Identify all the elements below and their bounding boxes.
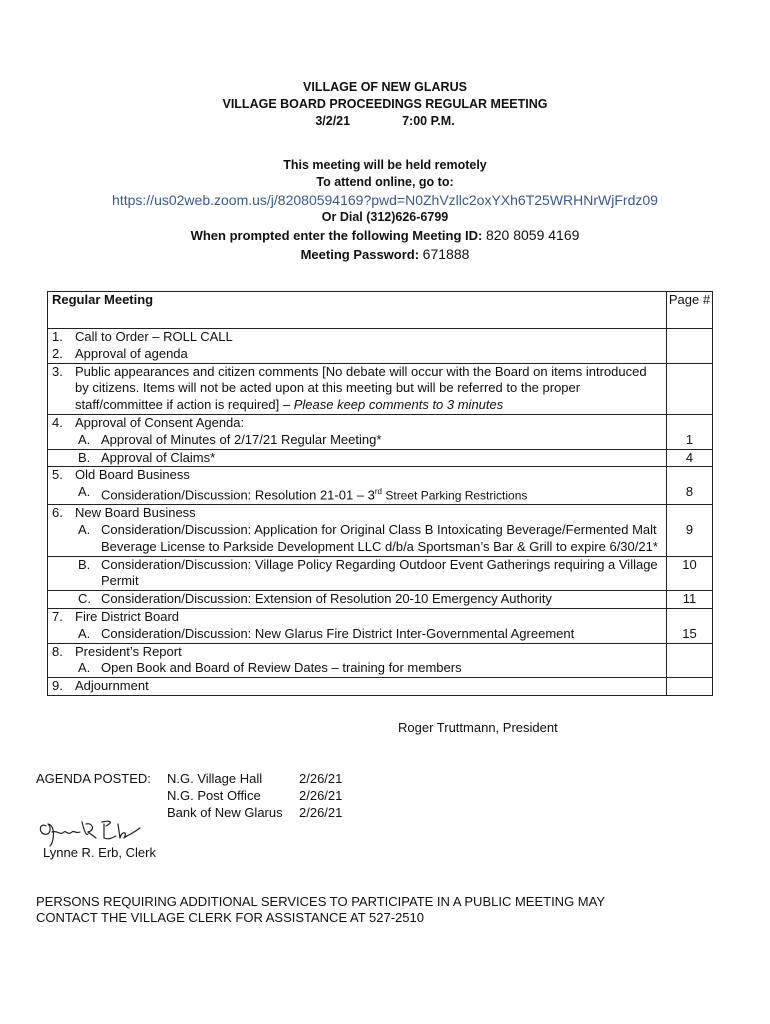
agenda-item-2: 2. Approval of agenda xyxy=(52,345,188,361)
agenda-table xyxy=(47,291,713,696)
agenda-item-7: 7. Fire District Board xyxy=(52,609,180,625)
table-row xyxy=(48,329,713,364)
posted-date: 2/26/21 xyxy=(299,805,343,820)
table-row xyxy=(48,505,713,556)
posted-location: N.G. Village Hall xyxy=(167,771,263,786)
table-row xyxy=(48,591,713,609)
agenda-posted-label: AGENDA POSTED: xyxy=(36,771,151,786)
posted-date: 2/26/21 xyxy=(299,788,343,803)
table-row xyxy=(48,363,713,414)
page-column-header: Page # xyxy=(667,292,713,329)
president-signature-line: Roger Truttmann, President xyxy=(398,720,558,735)
accessibility-notice xyxy=(36,894,736,926)
posted-date: 2/26/21 xyxy=(299,771,343,786)
notice-line-2: CONTACT THE VILLAGE CLERK FOR ASSISTANCE AT 527-2510 xyxy=(36,910,424,925)
clerk-name: Lynne R. Erb, Clerk xyxy=(43,845,156,860)
meeting-time: 7:00 P.M. xyxy=(402,114,455,128)
posted-location: Bank of New Glarus xyxy=(167,805,283,820)
page-cell xyxy=(667,329,713,364)
page-cell xyxy=(667,363,713,414)
meeting-datetime xyxy=(0,113,770,130)
table-row xyxy=(48,449,713,467)
table-row xyxy=(48,643,713,678)
remote-notice: This meeting will be held remotely xyxy=(283,158,487,172)
meeting-date: 3/2/21 xyxy=(315,114,351,128)
agenda-title: Regular Meeting xyxy=(48,292,667,329)
table-row xyxy=(48,467,713,505)
meeting-id-value: 820 8059 4169 xyxy=(485,227,580,243)
page-cell: 9 xyxy=(667,505,713,556)
meeting-password-value: 671888 xyxy=(422,246,470,262)
posted-location: N.G. Post Office xyxy=(167,788,261,803)
agenda-item-9: 9. Adjournment xyxy=(52,678,149,694)
agenda-item-4: 4. Approval of Consent Agenda: xyxy=(52,414,245,430)
meeting-password-label: Meeting Password: xyxy=(300,247,423,262)
agenda-item-5a: A. Consideration/Discussion: Resolution 21-01 – 3rd Street Parking Restrictions xyxy=(78,484,528,503)
agenda-item-7a: A. Consideration/Discussion: New Glarus Fire District Inter-Governmental Agreement xyxy=(78,625,575,641)
table-row xyxy=(48,678,713,696)
page-cell: 15 xyxy=(667,609,713,644)
agenda-item-4a: A. Approval of Minutes of 2/17/21 Regular Meeting* xyxy=(78,431,382,447)
agenda-item-8: 8. President’s Report xyxy=(52,643,182,659)
page-cell xyxy=(667,678,713,696)
agenda-header-row xyxy=(48,292,713,329)
meeting-id-line xyxy=(0,226,770,245)
page-cell: 4 xyxy=(667,449,713,467)
agenda-item-4b: B. Approval of Claims* xyxy=(78,449,216,465)
page-cell xyxy=(667,643,713,678)
agenda-item-6c: C. Consideration/Discussion: Extension of Resolution 20-10 Emergency Authority xyxy=(78,591,552,607)
dial-in-number: Or Dial (312)626-6799 xyxy=(321,210,449,224)
agenda-item-3: 3. Public appearances and citizen comments [No debate will occur with the Board on items introduced by citizens. Items will not be acted upon at this meeting but will be referred to the proper staff/committee if action is required] – Please keep comments to 3 minutes xyxy=(52,363,647,413)
table-row xyxy=(48,556,713,591)
table-row xyxy=(48,414,713,449)
clerk-signature xyxy=(36,812,154,848)
table-row xyxy=(48,609,713,644)
agenda-item-6a: A. Consideration/Discussion: Application for Original Class B Intoxicating Beverage/Fermented Malt Beverage License to Parkside Development LLC d/b/a Sportsman’s Bar & Grill to expire 6/30/21* xyxy=(78,522,658,554)
page-cell: 8 xyxy=(667,467,713,505)
agenda-item-8a: A. Open Book and Board of Review Dates – training for members xyxy=(78,660,462,676)
meeting-password-line xyxy=(0,245,770,264)
agenda-item-6: 6. New Board Business xyxy=(52,505,196,521)
page-cell: 11 xyxy=(667,591,713,609)
meeting-type: VILLAGE BOARD PROCEEDINGS REGULAR MEETING xyxy=(222,97,548,111)
zoom-link[interactable]: https://us02web.zoom.us/j/82080594169?pwd=N0ZhVzllc2oxYXh6T25WRHNrWjFrdz09 xyxy=(112,192,658,208)
notice-line-1: PERSONS REQUIRING ADDITIONAL SERVICES TO PARTICIPATE IN A PUBLIC MEETING MAY xyxy=(36,894,605,909)
attend-online-label: To attend online, go to: xyxy=(316,175,454,189)
village-name: VILLAGE OF NEW GLARUS xyxy=(303,80,467,94)
agenda-item-6b: B. Consideration/Discussion: Village Policy Regarding Outdoor Event Gatherings requiring a Village Permit xyxy=(78,556,658,589)
page-cell: 1 xyxy=(667,414,713,449)
agenda-item-1: 1. Call to Order – ROLL CALL xyxy=(52,329,233,344)
page-cell: 10 xyxy=(667,556,713,591)
agenda-item-5: 5. Old Board Business xyxy=(52,467,190,483)
remote-meeting-info xyxy=(0,157,770,264)
meeting-id-label: When prompted enter the following Meeting ID: xyxy=(190,228,486,243)
document-header xyxy=(0,79,770,130)
